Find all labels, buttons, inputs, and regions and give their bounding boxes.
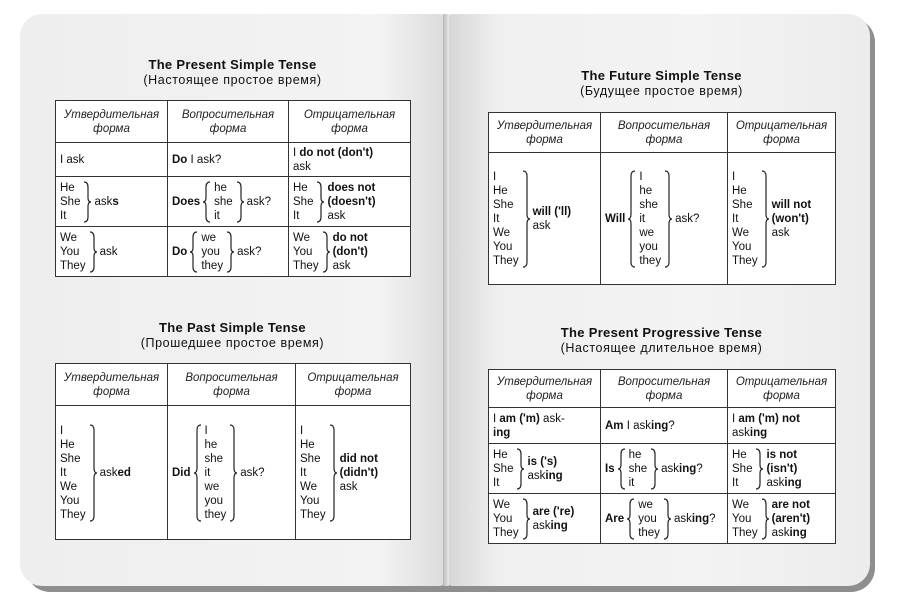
- cell-negative: I He She It We You They did not (didn't) ask: [296, 406, 411, 540]
- right-brace-icon: [663, 170, 673, 268]
- header-negative: Отрицательная форма: [728, 370, 836, 408]
- right-brace-icon: [235, 181, 245, 223]
- future-simple-heading: [488, 68, 835, 98]
- right-brace-icon: [88, 231, 98, 273]
- cell-affirmative: He She It asks: [56, 177, 168, 227]
- section-title: The Present Progressive Tense: [560, 325, 763, 340]
- header-negative: Отрицательная форма: [289, 101, 411, 143]
- left-brace-icon: [627, 170, 637, 268]
- present-progressive-table: [488, 369, 836, 544]
- past-simple-heading: [55, 320, 410, 350]
- present-simple-table: [55, 100, 411, 277]
- book-spine: [443, 14, 449, 586]
- right-brace-icon: [521, 498, 531, 540]
- section-subtitle: (Будущее простое время): [580, 84, 743, 98]
- header-affirmative: Утвердительная форма: [489, 113, 601, 153]
- right-brace-icon: [760, 498, 770, 540]
- header-negative: Отрицательная форма: [728, 113, 836, 153]
- right-brace-icon: [515, 448, 525, 490]
- cell-negative: We You They do not (don't) ask: [289, 227, 411, 277]
- left-brace-icon: [189, 231, 199, 273]
- cell-interrogative: Does he she it ask?: [168, 177, 289, 227]
- cell-affirmative: We You They are ('re) asking: [489, 494, 601, 544]
- cell-interrogative: Am I asking?: [601, 408, 728, 444]
- section-title: The Present Simple Tense: [148, 57, 317, 72]
- cell-interrogative: Is he she it asking?: [601, 444, 728, 494]
- header-interrogative: Вопросительная форма: [601, 113, 728, 153]
- section-subtitle: (Настоящее длительное время): [560, 341, 763, 355]
- right-brace-icon: [662, 498, 672, 540]
- header-affirmative: Утвердительная форма: [489, 370, 601, 408]
- right-brace-icon: [82, 181, 92, 223]
- right-brace-icon: [321, 231, 331, 273]
- section-subtitle: (Настоящее простое время): [143, 73, 322, 87]
- cell-interrogative: Do I ask?: [168, 143, 289, 177]
- right-brace-icon: [328, 424, 338, 522]
- header-interrogative: Вопросительная форма: [168, 364, 296, 406]
- future-simple-table: [488, 112, 836, 285]
- cell-negative: We You They are not (aren't) asking: [728, 494, 836, 544]
- cell-affirmative: I He She It We You They will ('ll) ask: [489, 153, 601, 285]
- cell-interrogative: Are we you they asking?: [601, 494, 728, 544]
- right-brace-icon: [225, 231, 235, 273]
- section-title: The Future Simple Tense: [581, 68, 742, 83]
- cell-negative: I He She It We You They will not (won't) ask: [728, 153, 836, 285]
- present-simple-heading: [55, 57, 410, 87]
- right-brace-icon: [760, 170, 770, 268]
- left-brace-icon: [202, 181, 212, 223]
- header-affirmative: Утвердительная форма: [56, 364, 168, 406]
- right-brace-icon: [754, 448, 764, 490]
- past-simple-table: [55, 363, 411, 540]
- right-brace-icon: [649, 448, 659, 490]
- right-brace-icon: [315, 181, 325, 223]
- header-interrogative: Вопросительная форма: [601, 370, 728, 408]
- cell-affirmative: I am ('m) ask- ing: [489, 408, 601, 444]
- section-subtitle: (Прошедшее простое время): [140, 336, 325, 350]
- left-brace-icon: [626, 498, 636, 540]
- left-brace-icon: [193, 424, 203, 522]
- right-brace-icon: [521, 170, 531, 268]
- cell-negative: He She It does not (doesn't) ask: [289, 177, 411, 227]
- present-progressive-heading: [488, 325, 835, 355]
- cell-interrogative: Will I he she it we you they ask?: [601, 153, 728, 285]
- cell-affirmative: I ask: [56, 143, 168, 177]
- cell-negative: He She It is not (isn't) asking: [728, 444, 836, 494]
- cell-negative: I do not (don't) ask: [289, 143, 411, 177]
- right-brace-icon: [88, 424, 98, 522]
- header-affirmative: Утвердительная форма: [56, 101, 168, 143]
- cell-affirmative: We You They ask: [56, 227, 168, 277]
- header-negative: Отрицательная форма: [296, 364, 411, 406]
- cell-negative: I am ('m) not asking: [728, 408, 836, 444]
- right-brace-icon: [228, 424, 238, 522]
- cell-affirmative: I He She It We You They asked: [56, 406, 168, 540]
- section-title: The Past Simple Tense: [159, 320, 306, 335]
- header-interrogative: Вопросительная форма: [168, 101, 289, 143]
- left-brace-icon: [617, 448, 627, 490]
- cell-interrogative: Did I he she it we you they ask?: [168, 406, 296, 540]
- cell-affirmative: He She It is ('s) asking: [489, 444, 601, 494]
- cell-interrogative: Do we you they ask?: [168, 227, 289, 277]
